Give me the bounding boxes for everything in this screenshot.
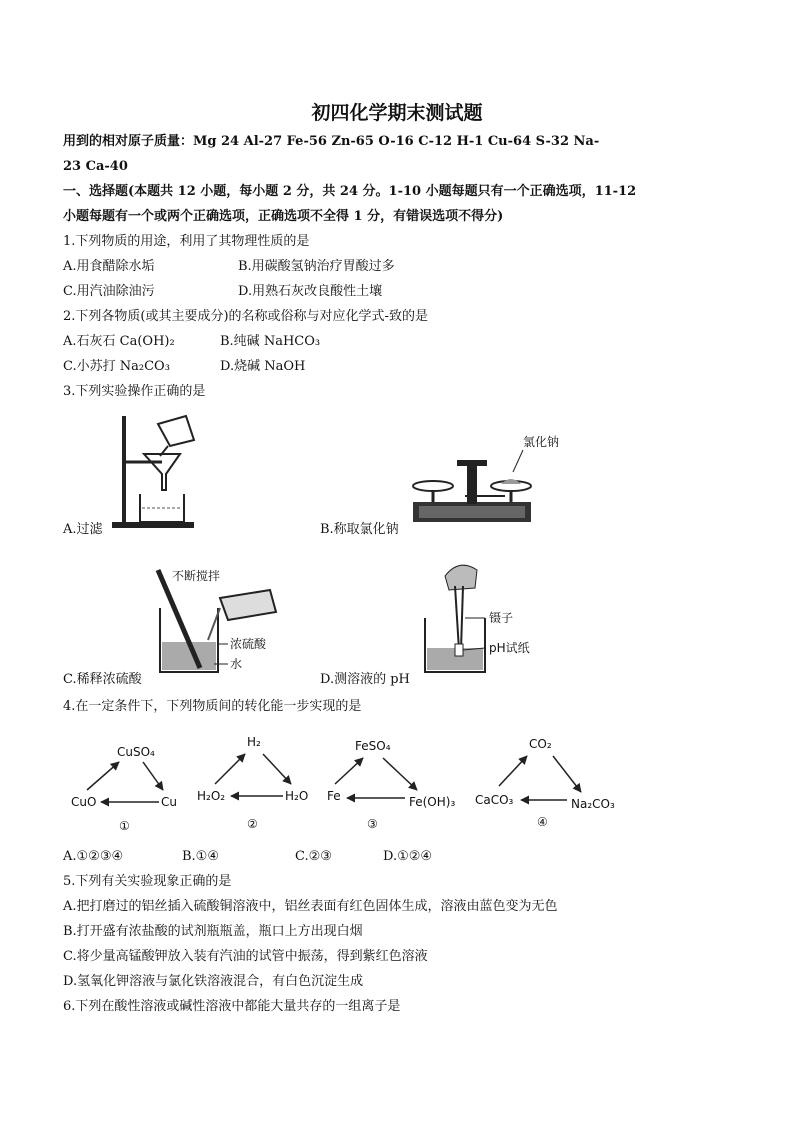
d3-num: ③ (367, 817, 378, 831)
q4-option-b: B.①④ (182, 849, 219, 864)
figure-filtration (110, 412, 200, 532)
fig-d-label-ph-paper: pH试纸 (489, 641, 530, 655)
q2-option-c: C.小苏打 Na₂CO₃ (63, 359, 170, 374)
page-title: 初四化学期末测试题 (311, 102, 483, 124)
d2-num: ② (247, 817, 258, 831)
q6-stem: 6.下列在酸性溶液或碱性溶液中都能大量共存的一组离子是 (63, 999, 401, 1014)
fig-b-label-nacl: 氯化钠 (523, 435, 560, 449)
d2-right: H₂O (285, 789, 309, 803)
q4-option-c: C.②③ (295, 849, 332, 864)
diagram-4 (475, 737, 615, 829)
d3-top: FeSO₄ (355, 739, 391, 753)
section1-heading-line1: 一、选择题(本题共 12 小题，每小题 2 分，共 24 分。1-10 小题每题只有一个正确选项，11-12 (63, 184, 637, 199)
diagram-3 (327, 739, 455, 831)
d4-top: CO₂ (529, 737, 552, 751)
fig-c-label-water: 水 (230, 657, 243, 671)
q5-option-a: A.把打磨过的铝丝插入硫酸铜溶液中，铝丝表面有红色固体生成，溶液由蓝色变为无色 (63, 899, 558, 914)
section1-heading-line2: 小题每题有一个或两个正确选项，正确选项不全得 1 分，有错误选项不得分) (63, 209, 504, 224)
q1-option-b: B.用碳酸氢钠治疗胃酸过多 (238, 259, 395, 274)
q3-stem: 3.下列实验操作正确的是 (63, 384, 206, 399)
q3-option-c: C.稀释浓硫酸 (63, 672, 142, 687)
d1-top: CuSO₄ (117, 745, 155, 759)
q1-option-a: A.用食醋除水垢 (63, 259, 155, 274)
q5-stem: 5.下列有关实验现象正确的是 (63, 874, 232, 889)
q4-option-d: D.①②④ (383, 849, 433, 864)
q2-option-d: D.烧碱 NaOH (220, 359, 306, 374)
fig-c-label-stir: 不断搅拌 (172, 569, 221, 583)
fig-c-label-acid: 浓硫酸 (230, 637, 267, 651)
q1-stem: 1.下列物质的用途，利用了其物理性质的是 (63, 234, 310, 249)
q4-stem: 4.在一定条件下，下列物质间的转化能一步实现的是 (63, 699, 362, 714)
q3-option-d: D.测溶液的 pH (320, 672, 410, 687)
d1-left: CuO (71, 795, 97, 809)
q3-option-b: B.称取氯化钠 (320, 522, 399, 537)
diagram-1 (71, 745, 177, 833)
d2-top: H₂ (247, 735, 261, 749)
atomic-masses-line2: 23 Ca-40 (63, 159, 128, 174)
d4-num: ④ (537, 815, 548, 829)
fig-d-label-tweezers: 镊子 (489, 611, 514, 625)
q3-option-a: A.过滤 (63, 522, 103, 537)
d4-right: Na₂CO₃ (571, 797, 615, 811)
d2-left: H₂O₂ (197, 789, 226, 803)
q5-option-c: C.将少量高锰酸钾放入装有汽油的试管中振荡，得到紫红色溶液 (63, 949, 428, 964)
d1-right: Cu (161, 795, 177, 809)
q2-stem: 2.下列各物质(或其主要成分)的名称或俗称与对应化学式-致的是 (63, 309, 428, 324)
figure-dilution (150, 568, 285, 678)
q1-option-c: C.用汽油除油污 (63, 284, 155, 299)
d1-num: ① (119, 819, 130, 833)
q5-option-b: B.打开盛有浓盐酸的试剂瓶瓶盖，瓶口上方出现白烟 (63, 924, 363, 939)
diagram-2 (197, 735, 308, 831)
atomic-masses-line1: 用到的相对原子质量：Mg 24 Al-27 Fe-56 Zn-65 O-16 C-12 H-1 Cu-64 S-32 Na- (63, 134, 600, 149)
d3-right: Fe(OH)₃ (409, 795, 456, 809)
q4-option-a: A.①②③④ (63, 849, 124, 864)
d3-left: Fe (327, 789, 341, 803)
d4-left: CaCO₃ (475, 793, 514, 807)
q2-option-a: A.石灰石 Ca(OH)₂ (63, 334, 175, 349)
figure-balance (405, 432, 560, 532)
q1-option-d: D.用熟石灰改良酸性土壤 (238, 284, 383, 299)
q2-option-b: B.纯碱 NaHCO₃ (220, 334, 321, 349)
figure-ph-test (415, 558, 545, 678)
figure-conversion-diagrams (63, 728, 623, 836)
q5-option-d: D.氢氧化钾溶液与氯化铁溶液混合，有白色沉淀生成 (63, 974, 364, 989)
